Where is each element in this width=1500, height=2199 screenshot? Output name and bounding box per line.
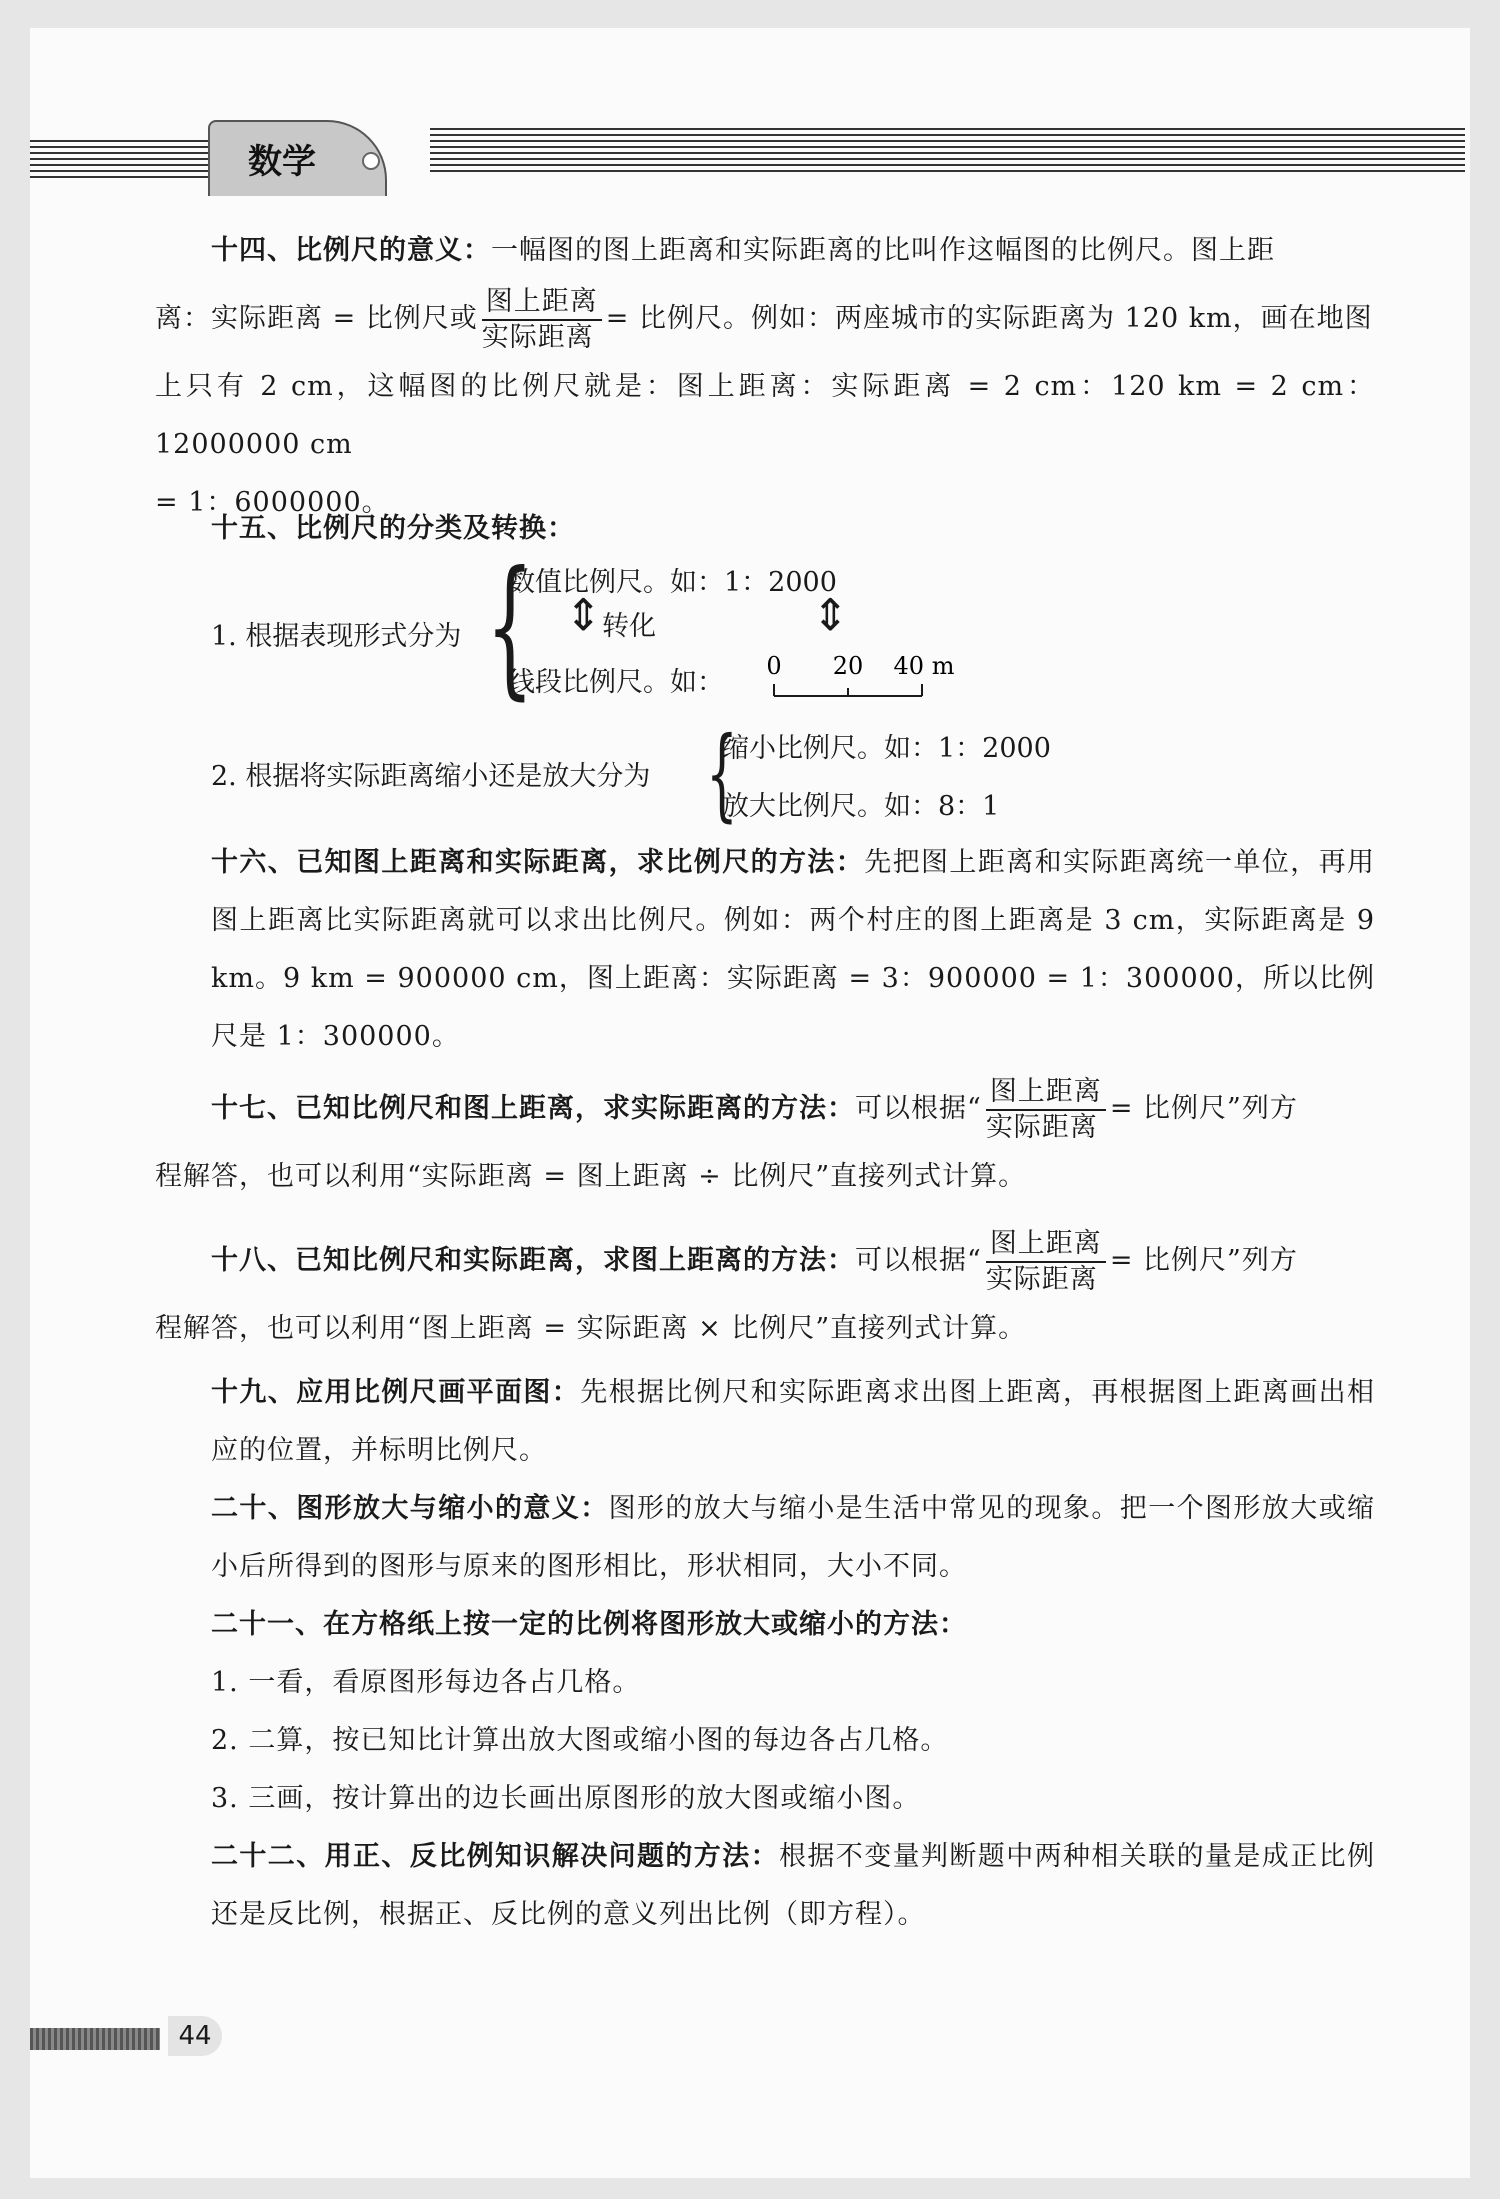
section-22-title: 二十二、用正、反比例知识解决问题的方法： — [211, 1841, 779, 1872]
section-18-fraction — [986, 1227, 1106, 1297]
section-14-line2b: = 比例尺。例如：两座城市的实际距离为 120 km，画在地图 — [605, 303, 1373, 334]
section-15 — [155, 500, 1375, 558]
section-16 — [155, 834, 1375, 1066]
fraction-numerator: 图上距离 — [482, 285, 602, 321]
section-21 — [155, 1596, 1375, 1828]
section-22-body: 根据不变量判断题中两种相关联的量是成正比例还是反比例，根据正、反比例的意义列出比例（即方程）。 — [211, 1841, 1375, 1930]
section-16-body: 先把图上距离和实际距离统一单位，再用图上距离比实际距离就可以求出比例尺。例如：两个村庄的图上距离是 3 cm，实际距离是 9 km。9 km = 900000 cm，图上距离：实际距离 = 3：900000 = 1：300000，所以比例尺是 1：300000。 — [211, 847, 1376, 1052]
step-2: 2. 二算，按已知比计算出放大图或缩小图的每边各占几格。 — [211, 1725, 949, 1756]
section-20 — [155, 1480, 1375, 1596]
section-20-title: 二十、图形放大与缩小的意义： — [211, 1493, 609, 1524]
section-14-fraction — [482, 285, 602, 355]
section-15-title: 十五、比例尺的分类及转换： — [211, 513, 575, 544]
header-rule-left — [30, 140, 210, 182]
step-3: 3. 三画，按计算出的边长画出原图形的放大图或缩小图。 — [211, 1783, 921, 1814]
classification-2-label: 2. 根据将实际距离缩小还是放大分为 — [211, 761, 651, 792]
brace-1-icon: { — [486, 540, 534, 714]
page-number: 44 — [168, 2016, 222, 2056]
classification-1-bottom: 线段比例尺。如： — [508, 667, 724, 698]
section-17-fraction — [986, 1075, 1106, 1145]
section-14 — [155, 222, 1375, 532]
classification-1-top: 数值比例尺。如：1：2000 — [508, 567, 837, 598]
classification-2-top: 缩小比例尺。如：1：2000 — [722, 733, 1051, 764]
section-18-pre: 可以根据“ — [855, 1245, 982, 1276]
section-17 — [155, 1070, 1375, 1206]
section-16-title: 十六、已知图上距离和实际距离，求比例尺的方法： — [211, 847, 865, 878]
subject-label: 数学 — [248, 142, 316, 182]
section-14-line3: 上只有 2 cm，这幅图的比例尺就是：图上距离：实际距离 = 2 cm：120 km = 2 cm：12000000 cm — [155, 371, 1375, 460]
classification-1-label: 1. 根据表现形式分为 — [211, 621, 462, 652]
convert-arrow-icon: ⇕ — [565, 590, 602, 641]
fraction-denominator: 实际距离 — [985, 1111, 1098, 1143]
section-14-body: 一幅图的图上距离和实际距离的比叫作这幅图的比例尺。图上距 — [491, 235, 1275, 266]
section-19-title: 十九、应用比例尺画平面图： — [211, 1377, 581, 1408]
section-19-body: 先根据比例尺和实际距离求出图上距离，再根据图上距离画出相应的位置，并标明比例尺。 — [211, 1377, 1376, 1466]
fraction-numerator: 图上距离 — [986, 1227, 1106, 1263]
convert-label: 转化 — [602, 611, 656, 642]
section-17-line2: 程解答，也可以利用“实际距离 = 图上距离 ÷ 比例尺”直接列式计算。 — [155, 1161, 1027, 1192]
section-14-line4: = 1：6000000。 — [155, 487, 390, 518]
scale-tick-40: 40 m — [893, 652, 955, 680]
line-scale — [760, 650, 960, 706]
fraction-denominator: 实际距离 — [481, 321, 594, 353]
section-18-line2: 程解答，也可以利用“图上距离 = 实际距离 × 比例尺”直接列式计算。 — [155, 1313, 1027, 1344]
section-18-post: = 比例尺”列方 — [1109, 1245, 1298, 1276]
fraction-numerator: 图上距离 — [986, 1075, 1106, 1111]
section-17-title: 十七、已知比例尺和图上距离，求实际距离的方法： — [211, 1093, 855, 1124]
classification-2-bottom: 放大比例尺。如：8：1 — [722, 791, 1000, 822]
section-22 — [155, 1828, 1375, 1944]
section-17-post: = 比例尺”列方 — [1109, 1093, 1298, 1124]
header-rule-right — [430, 128, 1465, 170]
step-1: 1. 一看，看原图形每边各占几格。 — [211, 1667, 641, 1698]
section-17-pre: 可以根据“ — [855, 1093, 982, 1124]
footer-bar — [30, 2028, 160, 2050]
scale-tick-20: 20 — [832, 652, 864, 680]
convert-arrow-right-icon: ⇕ — [812, 590, 849, 641]
section-14-line2a: 离：实际距离 = 比例尺或 — [155, 303, 478, 334]
section-14-title: 十四、比例尺的意义： — [211, 235, 491, 266]
section-18-title: 十八、已知比例尺和实际距离，求图上距离的方法： — [211, 1245, 855, 1276]
scale-tick-0: 0 — [766, 652, 782, 680]
brace-2-icon: { — [706, 715, 738, 832]
section-20-body: 图形的放大与缩小是生活中常见的现象。把一个图形放大或缩小后所得到的图形与原来的图形相比，形状相同，大小不同。 — [211, 1493, 1376, 1582]
section-21-title: 二十一、在方格纸上按一定的比例将图形放大或缩小的方法： — [211, 1609, 967, 1640]
fraction-denominator: 实际距离 — [985, 1263, 1098, 1295]
section-18 — [155, 1222, 1375, 1358]
tab-hole-icon — [362, 152, 380, 170]
section-19 — [155, 1364, 1375, 1480]
